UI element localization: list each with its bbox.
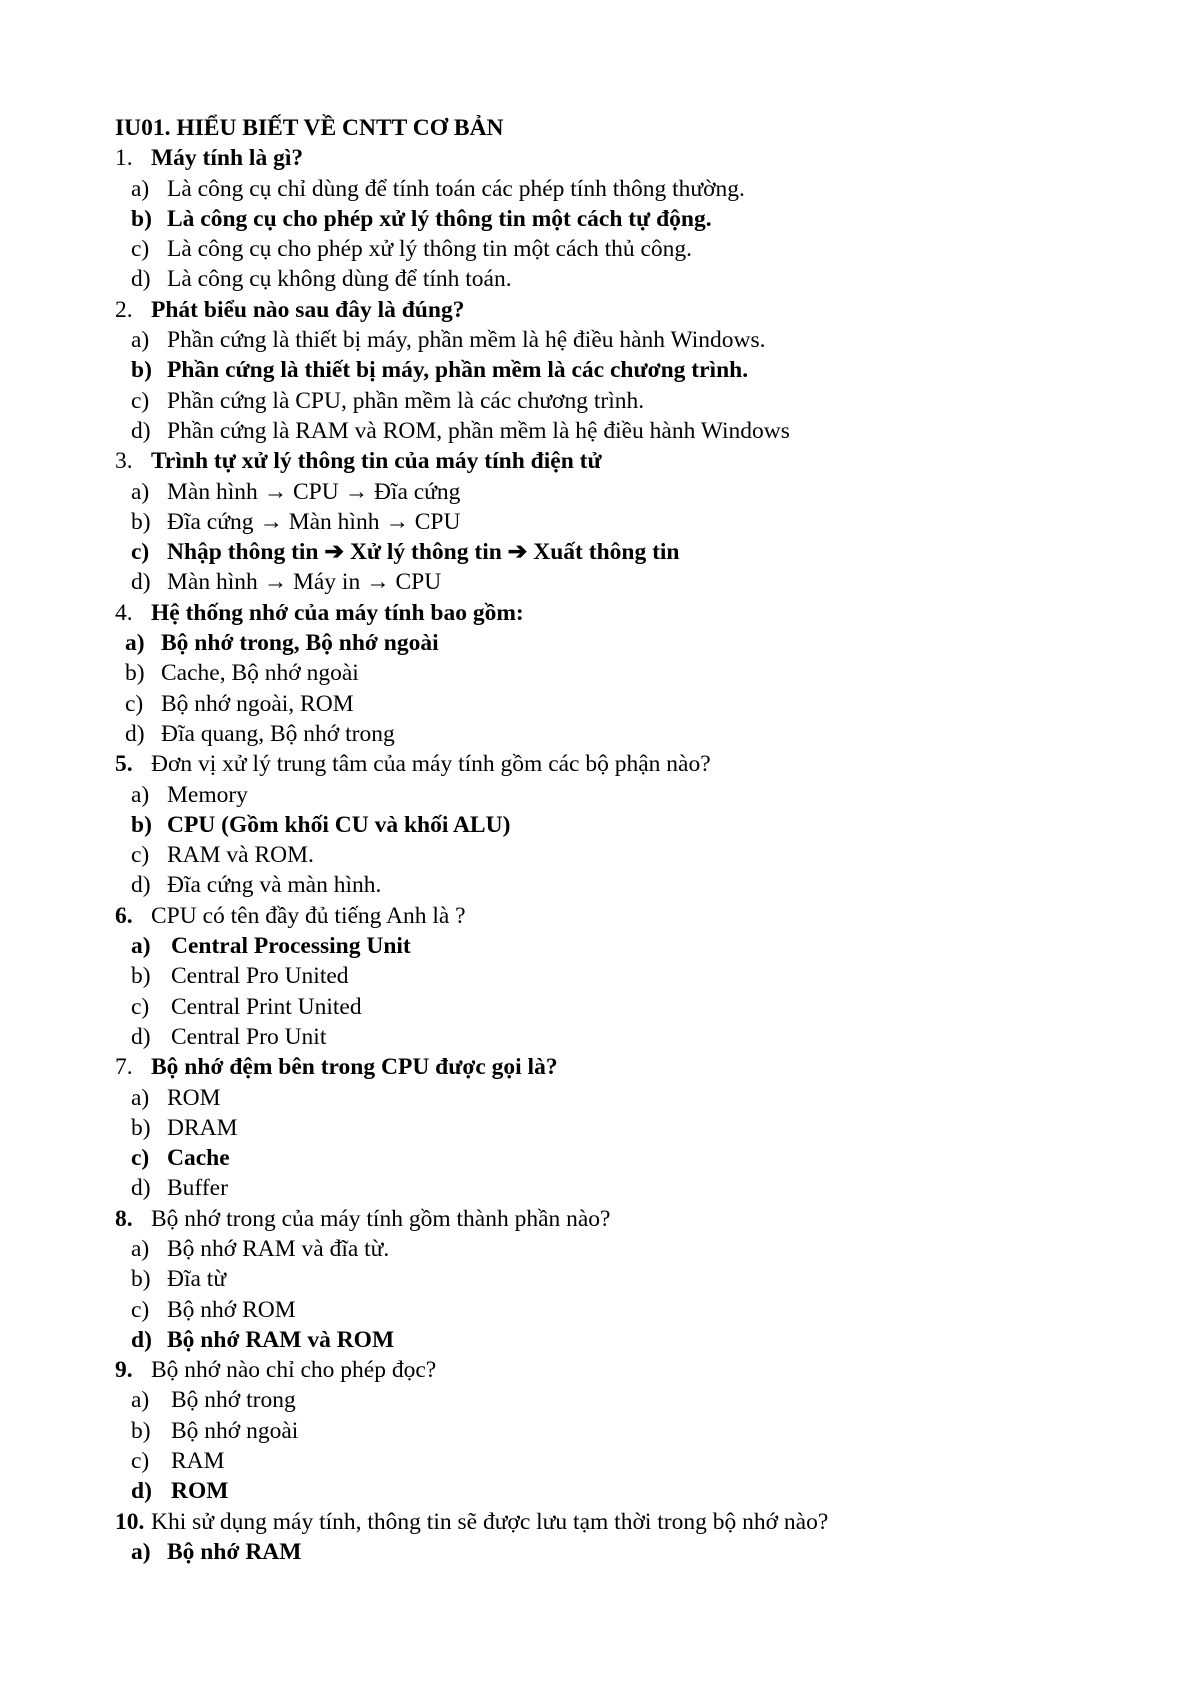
option-text: Bộ nhớ trong, Bộ nhớ ngoài xyxy=(161,630,439,657)
option-2d xyxy=(115,416,1115,446)
option-letter: b) xyxy=(131,1266,151,1293)
option-4b xyxy=(115,658,1115,688)
question-text: Hệ thống nhớ của máy tính bao gồm: xyxy=(151,599,524,626)
option-text: Bộ nhớ ROM xyxy=(167,1296,296,1323)
question-number: 9. xyxy=(115,1357,133,1384)
question-text: Bộ nhớ đệm bên trong CPU được gọi là? xyxy=(151,1054,558,1081)
option-letter: a) xyxy=(131,175,150,202)
question-number: 8. xyxy=(115,1205,133,1232)
option-5c xyxy=(115,840,1115,870)
option-text: Đĩa quang, Bộ nhớ trong xyxy=(161,720,395,747)
option-letter: c) xyxy=(131,387,150,414)
question-number: 3. xyxy=(115,448,133,475)
option-4d xyxy=(115,719,1115,749)
option-letter: a) xyxy=(125,630,145,657)
option-1d xyxy=(115,264,1115,294)
option-text: Bộ nhớ ngoài, ROM xyxy=(161,690,354,717)
option-5d xyxy=(115,870,1115,900)
option-text: Central Print United xyxy=(171,993,362,1020)
option-text: Đĩa từ xyxy=(167,1266,227,1293)
option-letter: d) xyxy=(131,569,151,596)
option-letter: a) xyxy=(131,327,150,354)
option-text: Memory xyxy=(167,781,248,808)
option-text: RAM và ROM. xyxy=(167,842,314,869)
option-letter: b) xyxy=(131,1417,151,1444)
option-9c xyxy=(115,1446,1115,1476)
question-text: Bộ nhớ trong của máy tính gồm thành phần nào? xyxy=(151,1205,611,1232)
option-text: Đĩa cứng và màn hình. xyxy=(167,872,382,899)
option-letter: c) xyxy=(131,1448,150,1475)
option-text: Bộ nhớ RAM xyxy=(167,1538,302,1565)
option-text: Central Pro Unit xyxy=(171,1023,327,1050)
question-number: 4. xyxy=(115,599,133,626)
option-letter: b) xyxy=(131,508,151,535)
question-text: Trình tự xử lý thông tin của máy tính điện tử xyxy=(151,448,602,475)
option-text: Bộ nhớ trong xyxy=(171,1387,296,1414)
option-2b xyxy=(115,355,1115,385)
option-letter: d) xyxy=(131,1478,152,1505)
option-letter: b) xyxy=(131,205,152,232)
option-letter: a) xyxy=(131,1235,150,1262)
option-text: Phần cứng là CPU, phần mềm là các chương trình. xyxy=(167,387,645,414)
option-7d xyxy=(115,1173,1115,1203)
option-7c xyxy=(115,1143,1115,1173)
question-text: Máy tính là gì? xyxy=(151,145,304,172)
option-letter: d) xyxy=(125,720,145,747)
option-letter: d) xyxy=(131,1175,151,1202)
question-2 xyxy=(115,295,1115,325)
option-6a xyxy=(115,931,1115,961)
option-5b xyxy=(115,810,1115,840)
option-6b xyxy=(115,961,1115,991)
option-text: Phần cứng là thiết bị máy, phần mềm là các chương trình. xyxy=(167,357,749,384)
question-6 xyxy=(115,901,1115,931)
question-number: 1. xyxy=(115,145,133,172)
option-text: Nhập thông tin ➔ Xử lý thông tin ➔ Xuất thông tin xyxy=(167,539,680,566)
option-9d xyxy=(115,1476,1115,1506)
option-2a xyxy=(115,325,1115,355)
option-letter: b) xyxy=(125,660,145,687)
option-letter: b) xyxy=(131,963,151,990)
option-10a xyxy=(115,1537,1115,1567)
question-number: 6. xyxy=(115,902,133,929)
question-9 xyxy=(115,1355,1115,1385)
option-1c xyxy=(115,234,1115,264)
option-letter: c) xyxy=(131,539,150,566)
question-number: 2. xyxy=(115,296,133,323)
option-4a xyxy=(115,628,1115,658)
document-page xyxy=(115,113,1115,1567)
document-title: IU01. HIỂU BIẾT VỀ CNTT CƠ BẢN xyxy=(115,115,504,141)
option-3d xyxy=(115,567,1115,597)
question-7 xyxy=(115,1052,1115,1082)
option-letter: a) xyxy=(131,1084,150,1111)
option-letter: d) xyxy=(131,417,151,444)
question-1 xyxy=(115,143,1115,173)
question-8 xyxy=(115,1204,1115,1234)
option-3c xyxy=(115,537,1115,567)
question-text: Khi sử dụng máy tính, thông tin sẽ được lưu tạm thời trong bộ nhớ nào? xyxy=(151,1508,829,1535)
option-3b xyxy=(115,507,1115,537)
option-text: Phần cứng là thiết bị máy, phần mềm là hệ điều hành Windows. xyxy=(167,327,766,354)
question-text: Phát biểu nào sau đây là đúng? xyxy=(151,296,465,323)
option-6d xyxy=(115,1022,1115,1052)
question-number: 5. xyxy=(115,751,133,778)
option-text: RAM xyxy=(171,1448,225,1475)
question-text: Đơn vị xử lý trung tâm của máy tính gồm các bộ phận nào? xyxy=(151,751,711,778)
option-letter: b) xyxy=(131,357,152,384)
option-text: Bộ nhớ RAM và ROM xyxy=(167,1326,395,1353)
option-letter: a) xyxy=(131,933,151,960)
option-5a xyxy=(115,780,1115,810)
option-text: Màn hình → Máy in → CPU xyxy=(167,569,442,596)
option-8b xyxy=(115,1264,1115,1294)
option-text: Buffer xyxy=(167,1175,228,1202)
option-letter: d) xyxy=(131,266,151,293)
option-7a xyxy=(115,1083,1115,1113)
option-letter: c) xyxy=(131,1296,150,1323)
question-number: 10. xyxy=(115,1508,145,1535)
option-letter: a) xyxy=(131,1387,150,1414)
option-letter: c) xyxy=(131,842,150,869)
option-text: Phần cứng là RAM và ROM, phần mềm là hệ điều hành Windows xyxy=(167,417,790,444)
option-4c xyxy=(115,689,1115,719)
question-text: CPU có tên đầy đủ tiếng Anh là ? xyxy=(151,902,466,929)
option-text: Đĩa cứng → Màn hình → CPU xyxy=(167,508,461,535)
option-letter: d) xyxy=(131,1326,152,1353)
option-1a xyxy=(115,174,1115,204)
question-5 xyxy=(115,749,1115,779)
question-3 xyxy=(115,446,1115,476)
option-text: Cache xyxy=(167,1145,230,1172)
option-text: ROM xyxy=(171,1478,229,1505)
option-text: Là công cụ cho phép xử lý thông tin một cách thủ công. xyxy=(167,236,693,263)
option-letter: a) xyxy=(131,1538,151,1565)
option-9a xyxy=(115,1385,1115,1415)
option-text: CPU (Gồm khối CU và khối ALU) xyxy=(167,811,511,838)
option-text: DRAM xyxy=(167,1114,238,1141)
option-letter: c) xyxy=(131,993,150,1020)
option-text: Là công cụ không dùng để tính toán. xyxy=(167,266,512,293)
option-text: Central Processing Unit xyxy=(171,933,411,960)
option-text: Là công cụ cho phép xử lý thông tin một cách tự động. xyxy=(167,205,712,232)
option-text: Là công cụ chỉ dùng để tính toán các phép tính thông thường. xyxy=(167,175,745,202)
option-text: Cache, Bộ nhớ ngoài xyxy=(161,660,359,687)
option-3a xyxy=(115,477,1115,507)
option-8d xyxy=(115,1325,1115,1355)
question-number: 7. xyxy=(115,1054,133,1081)
option-letter: c) xyxy=(125,690,144,717)
option-text: ROM xyxy=(167,1084,221,1111)
question-text: Bộ nhớ nào chỉ cho phép đọc? xyxy=(151,1357,437,1384)
option-letter: b) xyxy=(131,1114,151,1141)
option-letter: c) xyxy=(131,236,150,263)
option-letter: a) xyxy=(131,478,150,505)
option-text: Bộ nhớ RAM và đĩa từ. xyxy=(167,1235,390,1262)
option-8c xyxy=(115,1295,1115,1325)
question-10 xyxy=(115,1507,1115,1537)
question-4 xyxy=(115,598,1115,628)
option-6c xyxy=(115,992,1115,1022)
option-letter: c) xyxy=(131,1145,150,1172)
option-1b xyxy=(115,204,1115,234)
option-text: Central Pro United xyxy=(171,963,349,990)
option-2c xyxy=(115,386,1115,416)
option-text: Bộ nhớ ngoài xyxy=(171,1417,299,1444)
option-letter: d) xyxy=(131,872,151,899)
option-text: Màn hình → CPU → Đĩa cứng xyxy=(167,478,461,505)
option-8a xyxy=(115,1234,1115,1264)
option-9b xyxy=(115,1416,1115,1446)
option-letter: d) xyxy=(131,1023,151,1050)
option-letter: a) xyxy=(131,781,150,808)
option-7b xyxy=(115,1113,1115,1143)
option-letter: b) xyxy=(131,811,152,838)
